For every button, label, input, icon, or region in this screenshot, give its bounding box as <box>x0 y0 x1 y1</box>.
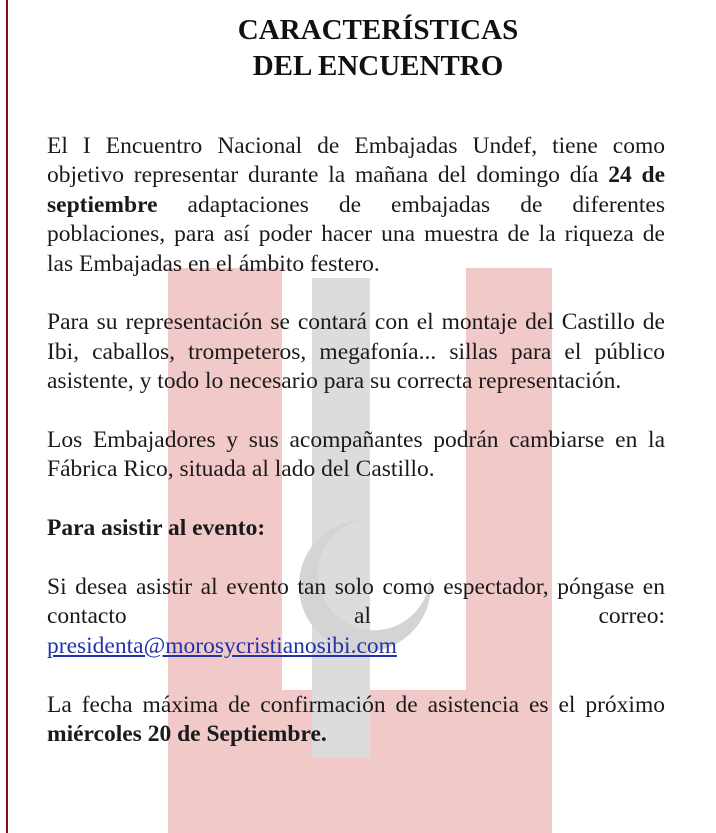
paragraph-intro <box>47 132 665 279</box>
title-line-1: CARACTERÍSTICAS <box>237 14 519 46</box>
document-body <box>47 12 665 749</box>
deadline-date: miércoles 20 de Septiembre. <box>47 721 327 748</box>
paragraph-changing-room: Los Embajadores y sus acompañantes podrán cambiarse en la Fábrica Rico, situada al lado del Castillo. <box>47 427 665 483</box>
paragraph-deadline <box>47 691 665 750</box>
title-line-2: DEL ENCUENTRO <box>252 50 504 82</box>
document-title <box>91 12 665 84</box>
email-link[interactable]: presidenta@morosycristianosibi.com <box>47 632 397 659</box>
section-heading: Para asistir al evento: <box>47 515 266 542</box>
paragraph-contact: Si desea asistir al evento tan solo como espectador, póngase en contacto al correo: <box>47 574 665 630</box>
intro-text-end: adaptaciones de embajadas de diferentes poblaciones, para así poder hacer una muestra de la riqueza de las Embajadas en el ámbito festero. <box>47 191 666 277</box>
deadline-text: La fecha máxima de confirmación de asistencia es el próximo <box>47 691 665 718</box>
email-line <box>47 632 665 661</box>
event-date: 24 de septiembre <box>47 162 665 218</box>
paragraph-representation: Para su representación se contará con el montaje del Castillo de Ibi, caballos, trompeteros, megafonía... sillas para el público asistente, y todo lo necesario para su correcta representación. <box>47 309 665 395</box>
intro-text-start: El I Encuentro Nacional de Embajadas Undef, tiene como objetivo representar durante la mañana del domingo día <box>47 133 665 189</box>
